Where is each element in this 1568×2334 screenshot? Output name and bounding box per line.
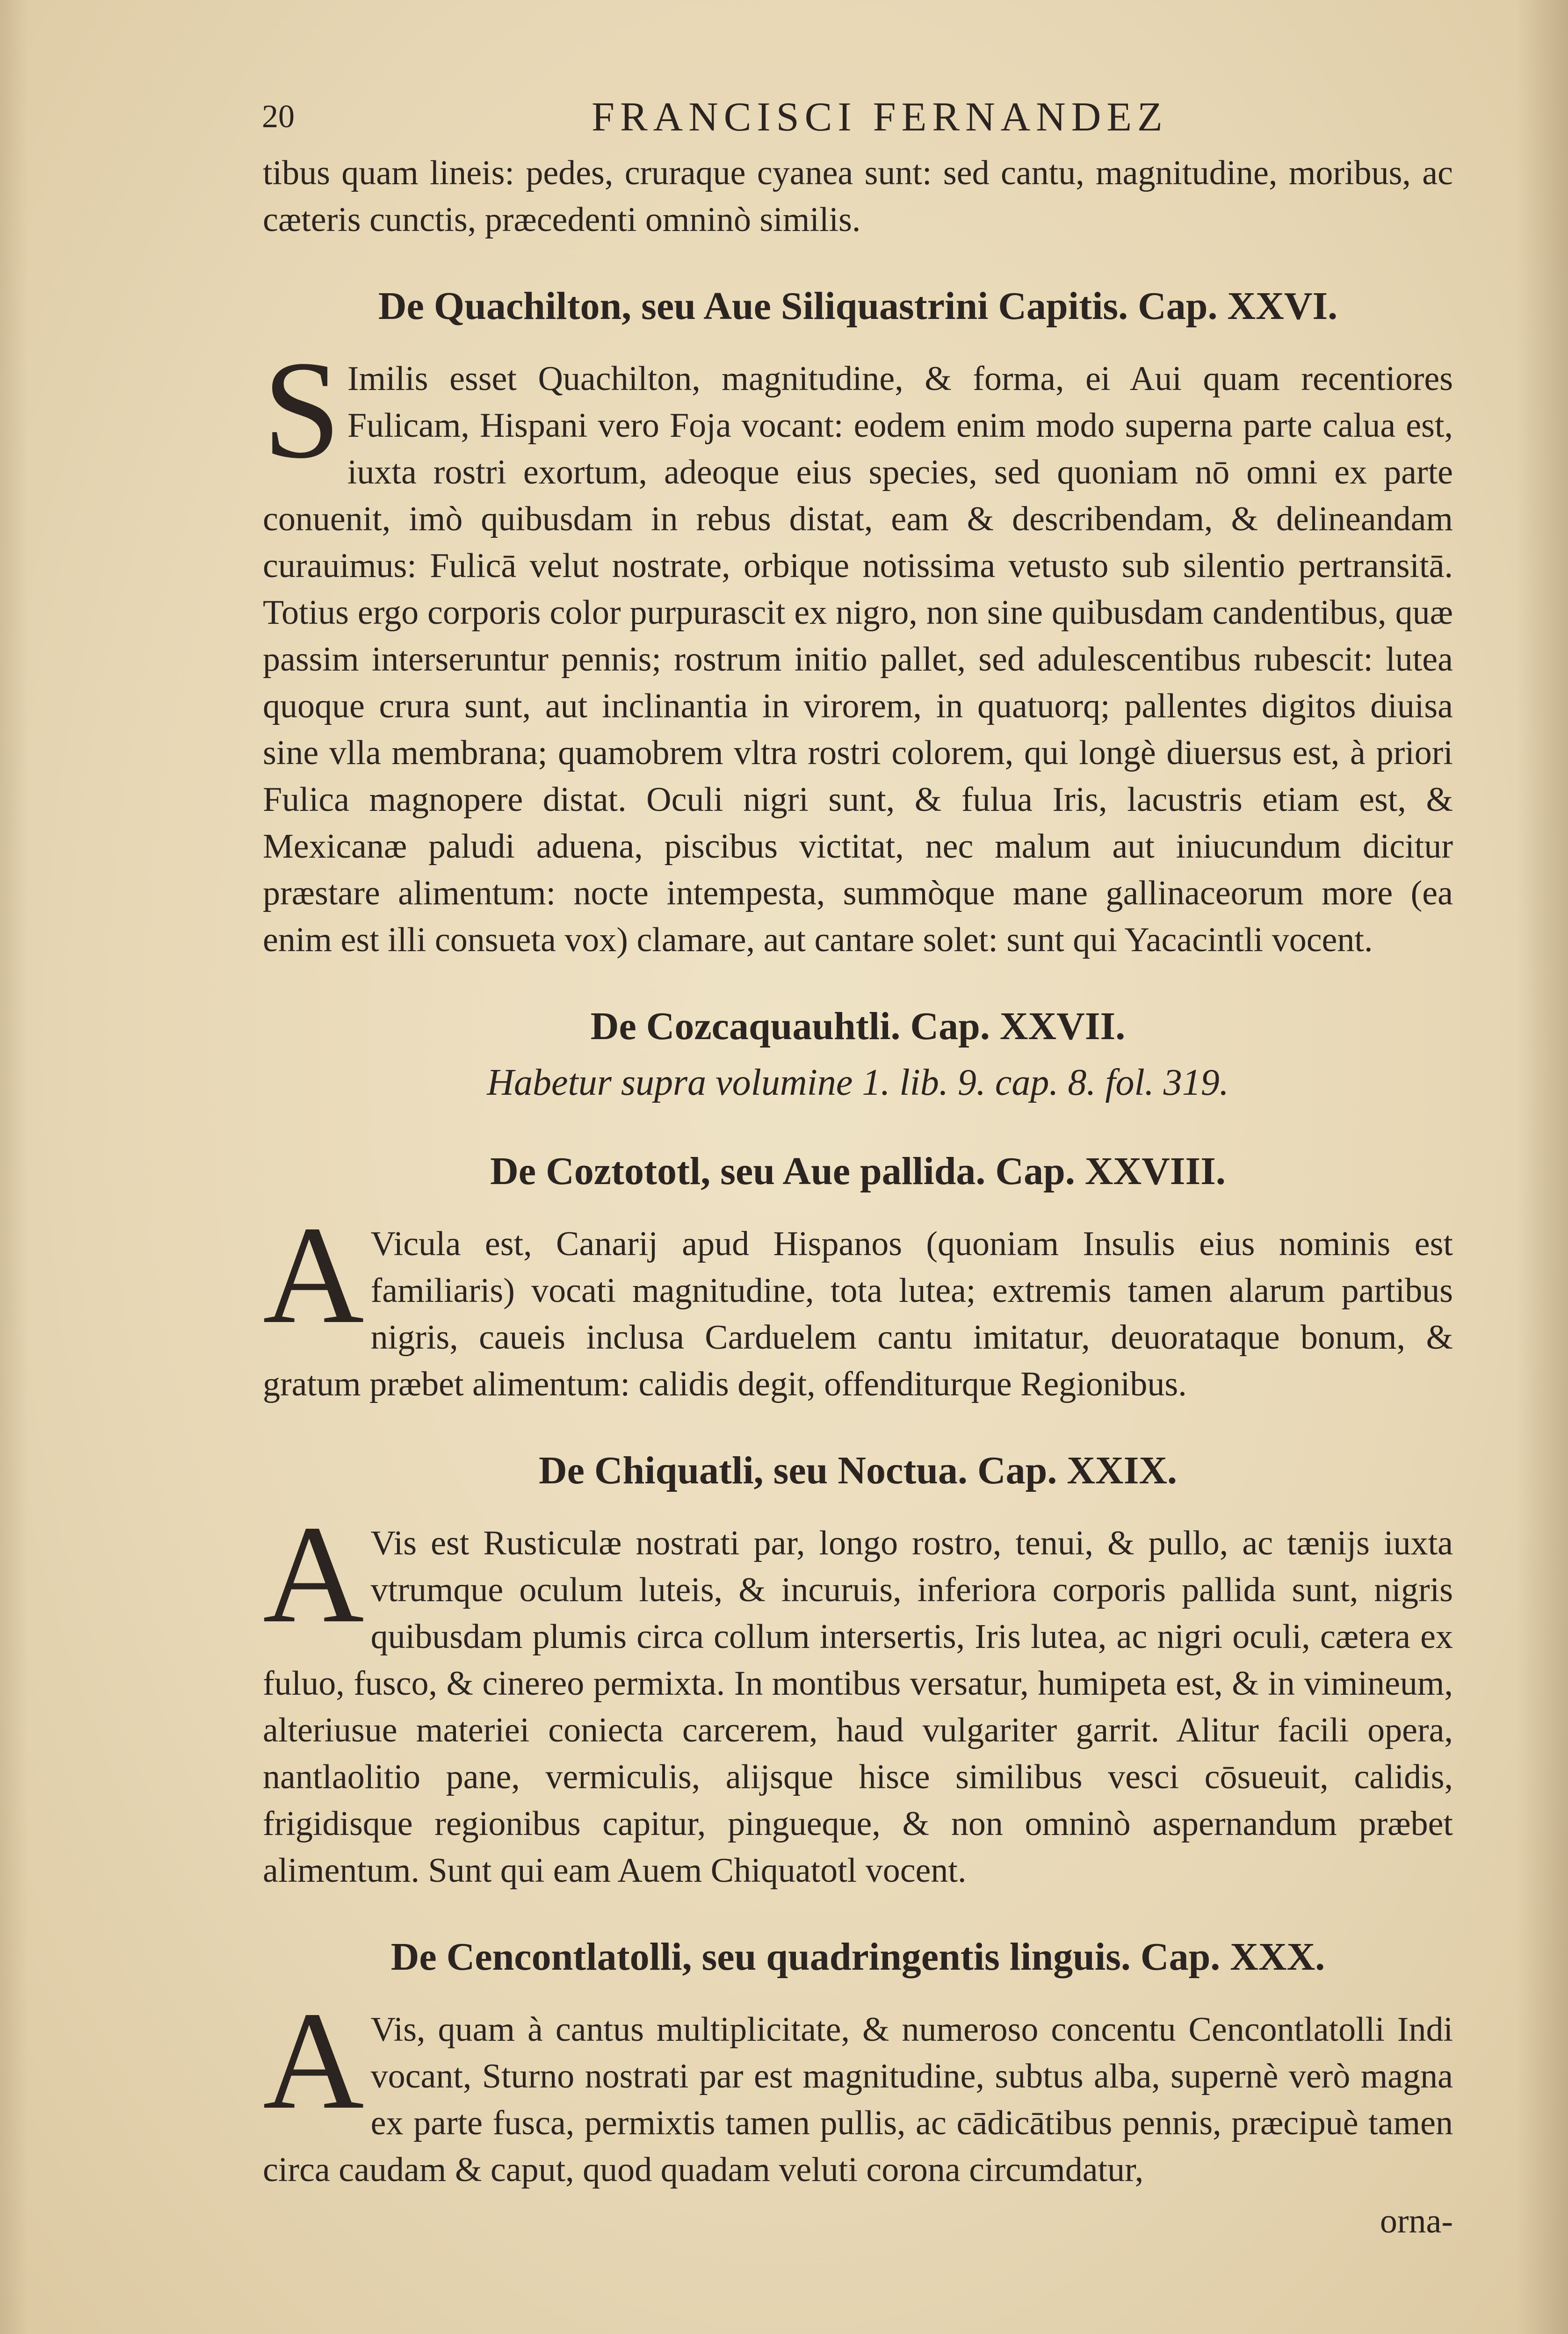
drop-cap-initial: A <box>263 1197 364 1352</box>
chapter-text <box>263 332 1453 963</box>
page-content <box>263 150 1453 2245</box>
chapter-body: Vis est Rusticulæ nostrati par, longo rostro, tenui, & pullo, ac tænijs iuxta vtrumque oculum luteis, & incuruis, inferiora corporis pallida sunt, nigris quibusdam plumis circa collum intersertis, Iris lutea, ac nigri oculi, cætera ex fuluo, fusco, & cinereo permixta. In montibus versatur, humipeta est, & in vimineum, alteriusue materiei coniecta carcerem, haud vulgariter garrit. Alitur facili opera, nantlaolitio pane, vermiculis, alijsque hisce similibus vesci cōsueuit, calidis, frigidisque regionibus capitur, pingueque, & non omninò aspernandum præbet alimentum. Sunt qui eam Auem Chiquatotl vocent. <box>263 1524 1453 1890</box>
chapter-body: Imilis esset Quachilton, magnitudine, & forma, ei Aui quam recentiores Fulicam, Hispani vero Foja vocant: eodem enim modo superna parte calua est, iuxta rostri exortum, adeoque eius species, sed quoniam nō omni ex parte conuenit, imò quibusdam in rebus distat, eam & describendam, & delineandam curauimus: Fulicā velut nostrate, orbique notissima vetusto sub silentio pertransitā. Totius ergo corporis color purpurascit ex nigro, non sine quibusdam candentibus, quæ passim interseruntur pennis; rostrum initio pallet, sed adulescentibus rubescit: lutea quoque crura sunt, aut inclinantia in virorem, in quatuorq; pallentes digitos diuisa sine vlla membrana; quamobrem vltra rostri colorem, qui longè diuersus est, à priori Fulica magnopere distat. Oculi nigri sunt, & fulua Iris, lacustris etiam est, & Mexicanæ paludi aduena, piscibus victitat, nec malum aut iniucundum dicitur præstare alimentum: nocte intempesta, summòque mane gallinaceorum more (ea enim est illi consueta vox) clamare, aut cantare solet: sunt qui Yacacintli vocent. <box>263 360 1453 959</box>
chapter-29 <box>263 1445 1453 1894</box>
chapter-body: Vis, quam à cantus multiplicitate, & numeroso concentu Cencontlatolli Indi vocant, Sturno nostrati par est magnitudine, subtus alba, supernè verò magna ex parte fusca, permixtis tamen pullis, ac cādicātibus pennis, præcipuè tamen circa caudam & caput, quod quadam veluti corona circumdatur, <box>263 2010 1453 2189</box>
page-number: 20 <box>262 99 295 135</box>
drop-cap-initial: S <box>263 332 341 487</box>
drop-cap-initial: A <box>263 1983 364 2138</box>
chapter-text <box>263 1983 1453 2193</box>
chapter-heading: De Cozcaquauhtli. Cap. XXVII. <box>590 1004 1126 1048</box>
page-header <box>262 94 1337 145</box>
page-edge-shadow <box>0 0 28 2334</box>
chapter-30 <box>263 1931 1453 2245</box>
cross-reference: Habetur supra volumine 1. lib. 9. cap. 8. fol. 319. <box>487 1062 1229 1103</box>
chapter-26 <box>263 281 1453 963</box>
chapter-text <box>263 1197 1453 1408</box>
chapter-body: Vicula est, Canarij apud Hispanos (quoniam Insulis eius nominis est familiaris) vocati magnitudine, tota lutea; extremis tamen alarum partibus nigris, caueis inclusa Carduelem cantu imitatur, deuorataque bonum, & gratum præbet alimentum: calidis degit, offenditurque Regionibus. <box>263 1225 1453 1403</box>
running-head: FRANCISCI FERNANDEZ <box>592 94 1168 140</box>
chapter-text <box>263 1496 1453 1894</box>
chapter-heading: De Chiquatli, seu Noctua. Cap. XXIX. <box>538 1449 1178 1492</box>
drop-cap-initial: A <box>263 1496 364 1652</box>
gutter-shadow <box>1517 0 1568 2334</box>
continuation-paragraph: tibus quam lineis: pedes, cruraque cyanea sunt: sed cantu, magnitudine, moribus, ac cæteris cunctis, præcedenti omninò similis. <box>263 154 1453 239</box>
chapter-27 <box>263 1001 1453 1108</box>
chapter-heading: De Cencontlatolli, seu quadringentis linguis. Cap. XXX. <box>390 1935 1325 1979</box>
chapter-28 <box>263 1146 1453 1408</box>
catchword: orna- <box>1380 2202 1453 2240</box>
chapter-heading: De Quachilton, seu Aue Siliquastrini Capitis. Cap. XXVI. <box>378 284 1338 328</box>
chapter-heading: De Coztototl, seu Aue pallida. Cap. XXVIII. <box>490 1149 1226 1193</box>
